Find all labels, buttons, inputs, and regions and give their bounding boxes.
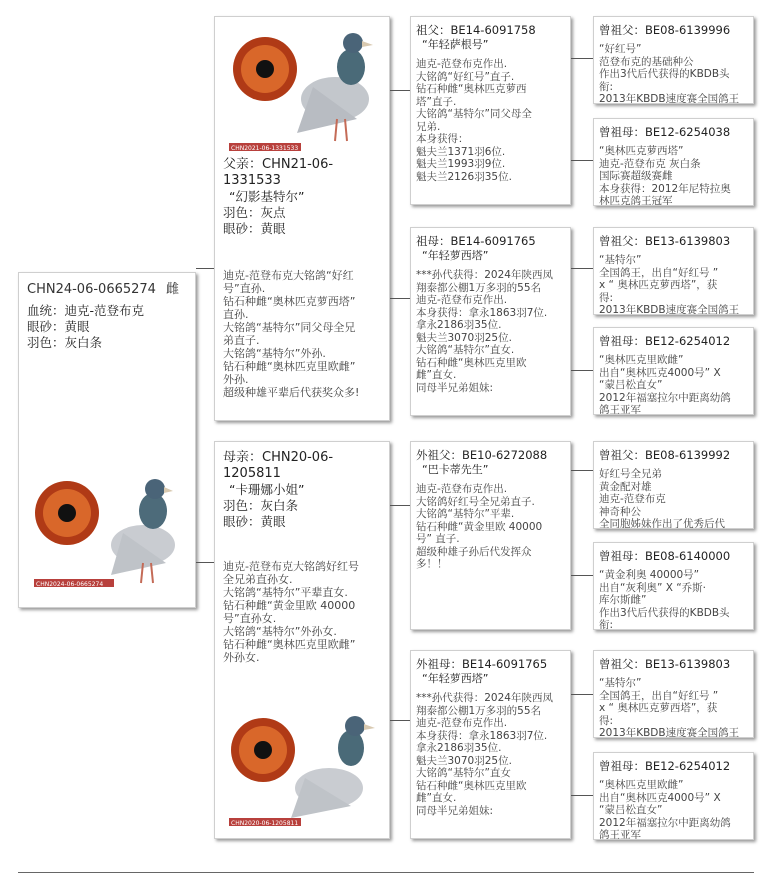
maternal-grandmother-card bbox=[410, 650, 571, 839]
great-grandparent-3-ring: 曾祖父：BE13-6139803 bbox=[599, 234, 731, 248]
great-grandparent-7-ring: 曾祖父：BE13-6139803 bbox=[599, 657, 731, 671]
subject-eye: 眼砂：黄眼 bbox=[27, 319, 90, 334]
great-grandparent-6-description: “黄金利奥 40000号” 出自“灰利奥” X “乔斯· 库尔斯雌” 作出3代后代获得的KBDB头 衔: bbox=[599, 569, 730, 630]
father-card bbox=[214, 16, 390, 421]
maternal-grandfather-description: 迪克-范登布克作出. 大铭鸽好红号全兄弟直子. 大铭鸽“基特尔”平辈. 钻石种雌“黄金里欧 40000 号” 直子. 超级种雄子孙后代发挥众 多！！ bbox=[416, 483, 543, 570]
connector-gen3-3 bbox=[571, 268, 593, 269]
great-grandparent-4-description: “奥林匹克里欧雌” 出自“奥林匹克4000号” X “蒙吕松直女” 2012年福塞拉尔中距离幼鸽 鸽王亚军 bbox=[599, 354, 731, 415]
maternal-grandfather-name: “巴卡蒂先生” bbox=[422, 463, 489, 476]
great-grandparent-card-7 bbox=[593, 650, 754, 738]
mother-description: 迪克-范登布克大铭鸽好红号 全兄弟直孙女. 大铭鸽“基特尔”平辈直女. 钻石种雌“黄金里欧 40000 号”直孙女. 大铭鸽“基特尔”外孙女. 钻石种雌“奥林匹克里欧雌” 外孙女. bbox=[223, 560, 359, 664]
connector-father-grandmother bbox=[390, 298, 410, 299]
connector-gen3-4 bbox=[571, 370, 593, 371]
subject-photo-caption: CHN2024-06-0665274 bbox=[36, 581, 104, 588]
connector-mother-grandmother bbox=[390, 720, 410, 721]
maternal-grandfather-ring: 外祖父：BE10-6272088 bbox=[416, 448, 548, 462]
great-grandparent-6-ring: 曾祖母：BE08-6140000 bbox=[599, 549, 731, 563]
father-ring: 父亲：CHN21-06-1331533 bbox=[223, 157, 334, 188]
paternal-grandmother-ring: 祖母：BE14-6091765 bbox=[416, 234, 536, 248]
subject-bloodline: 血统：迪克-范登布克 bbox=[27, 303, 145, 318]
great-grandparent-2-ring: 曾祖母：BE12-6254038 bbox=[599, 125, 731, 139]
father-eye: 眼砂：黄眼 bbox=[223, 221, 286, 236]
father-photo bbox=[225, 23, 383, 155]
maternal-grandmother-description: ***孙代获得：2024年陕西凤 翔泰都公棚1万多羽的55名 迪克-范登布克作出. 本身获得：拿永1863羽7位. 拿永2186羽35位. 魁夫兰3070羽25位. 大铭鸽“基特尔”直女 钻石种雌“奥林匹克里欧 雌”直女. 同母半兄弟姐妹: bbox=[416, 692, 553, 817]
paternal-grandfather-name: “年轻萨根号” bbox=[422, 38, 489, 51]
connector-gen3-2 bbox=[571, 160, 593, 161]
mother-photo-caption: CHN2020-06-1205811 bbox=[231, 820, 299, 827]
bottom-divider bbox=[18, 872, 754, 873]
father-name: “幻影基特尔” bbox=[229, 189, 305, 204]
mother-name: “卡珊娜小姐” bbox=[229, 482, 305, 497]
connector-gen3-6 bbox=[571, 575, 593, 576]
maternal-grandfather-card bbox=[410, 441, 571, 630]
mother-color: 羽色：灰白条 bbox=[223, 498, 299, 513]
paternal-grandmother-name: “年轻萝西塔” bbox=[422, 249, 489, 262]
connector-subject-mother bbox=[196, 562, 214, 563]
great-grandparent-8-ring: 曾祖母：BE12-6254012 bbox=[599, 759, 731, 773]
great-grandparent-8-description: “奥林匹克里欧雌” 出自“奥林匹克4000号” X “蒙吕松直女” 2012年福塞拉尔中距离幼鸽 鸽王亚军 bbox=[599, 779, 731, 840]
subject-header bbox=[27, 281, 187, 298]
subject-color: 羽色：灰白条 bbox=[27, 335, 103, 350]
connector-father-grandfather bbox=[390, 90, 410, 91]
subject-sex: 雌 bbox=[165, 282, 179, 297]
great-grandparent-1-ring: 曾祖父：BE08-6139996 bbox=[599, 23, 731, 37]
connector-mother-grandfather bbox=[390, 505, 410, 506]
father-description: 迪克-范登布克大铭鸽“好红 号”直孙. 钻石种雌“奥林匹克萝西塔” 直孙. 大铭鸽“基特尔”同父母全兄 弟直子. 大铭鸽“基特尔”外孙. 钻石种雌“奥林匹克里欧雌” 外孙. 超级种雄平辈后代获奖众多! bbox=[223, 269, 360, 399]
subject-photo bbox=[31, 463, 191, 593]
mother-card bbox=[214, 441, 390, 839]
mother-eye: 眼砂：黄眼 bbox=[223, 514, 286, 529]
father-photo-caption: CHN2021-06-1331533 bbox=[231, 145, 299, 152]
paternal-grandfather-ring: 祖父：BE14-6091758 bbox=[416, 23, 536, 37]
paternal-grandmother-description: ***孙代获得：2024年陕西凤 翔泰都公棚1万多羽的55名 迪克-范登布克作出. 本身获得：拿永1863羽7位. 拿永2186羽35位. 魁夫兰3070羽25位. 大铭鸽“基特尔”直女. 钻石种雌“奥林匹克里欧 雌”直女. 同母半兄弟姐妹: bbox=[416, 269, 553, 394]
connector-gen3-7 bbox=[571, 694, 593, 695]
great-grandparent-5-description: 好红号全兄弟 黄金配对雄 迪克-范登布克 神奇种公 全同胞姊妹作出了优秀后代 bbox=[599, 468, 725, 529]
paternal-grandmother-card bbox=[410, 227, 571, 416]
great-grandparent-3-description: “基特尔” 全国鸽王，出自“好红号 ” x “ 奥林匹克萝西塔”，获 得: 2013年KBDB速度赛全国鸽王 bbox=[599, 254, 740, 315]
mother-ring: 母亲：CHN20-06-1205811 bbox=[223, 450, 334, 481]
great-grandparent-card-5 bbox=[593, 441, 754, 529]
great-grandparent-7-description: “基特尔” 全国鸽王，出自“好红号 ” x “ 奥林匹克萝西塔”，获 得: 2013年KBDB速度赛全国鸽王 bbox=[599, 677, 740, 738]
father-color: 羽色：灰点 bbox=[223, 205, 286, 220]
great-grandparent-card-1 bbox=[593, 16, 754, 104]
subject-card bbox=[18, 272, 196, 608]
great-grandparent-4-ring: 曾祖母：BE12-6254012 bbox=[599, 334, 731, 348]
mother-photo bbox=[225, 704, 383, 834]
subject-ring: CHN24-06-0665274 bbox=[27, 282, 156, 297]
paternal-grandfather-card bbox=[410, 16, 571, 205]
great-grandparent-card-6 bbox=[593, 542, 754, 630]
connector-gen3-8 bbox=[571, 795, 593, 796]
great-grandparent-2-description: “奥林匹克萝西塔” 迪克-范登布克 灰白条 国际赛超级赛雌 本身获得：2012年尼特拉奥 林匹克鸽王冠军 bbox=[599, 145, 731, 206]
maternal-grandmother-name: “年轻萝西塔” bbox=[422, 672, 489, 685]
great-grandparent-1-description: “好红号” 范登布克的基础种公 作出3代后代获得的KBDB头 衔: 2013年KBDB速度赛全国鸽王 bbox=[599, 43, 740, 104]
great-grandparent-card-4 bbox=[593, 327, 754, 415]
connector-gen3-5 bbox=[571, 470, 593, 471]
great-grandparent-card-3 bbox=[593, 227, 754, 315]
great-grandparent-5-ring: 曾祖父：BE08-6139992 bbox=[599, 448, 731, 462]
paternal-grandfather-description: 迪克-范登布克作出. 大铭鸽“好红号”直子. 钻石种雌“奥林匹克萝西 塔”直子. 大铭鸽“基特尔”同父母全 兄弟. 本身获得： 魁夫兰1371羽6位. 魁夫兰1993羽9位. 魁夫兰2126羽35位. bbox=[416, 58, 532, 183]
great-grandparent-card-2 bbox=[593, 118, 754, 206]
maternal-grandmother-ring: 外祖母：BE14-6091765 bbox=[416, 657, 548, 671]
connector-gen3-1 bbox=[571, 58, 593, 59]
great-grandparent-card-8 bbox=[593, 752, 754, 840]
connector-subject-father bbox=[196, 268, 214, 269]
